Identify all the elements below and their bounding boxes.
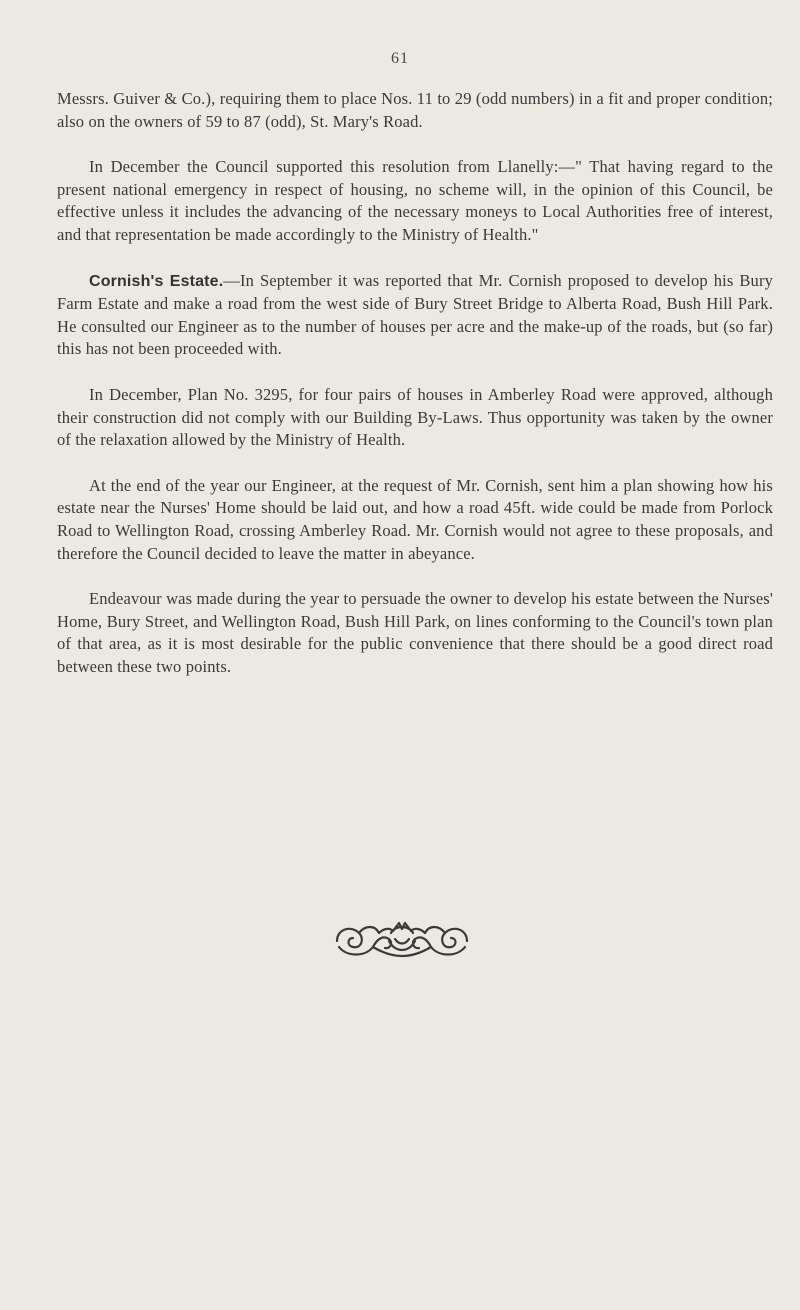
- paragraph-cornish-estate: [57, 270, 773, 361]
- scroll-ornament-icon: [333, 917, 471, 963]
- paragraph-engineer-plan: At the end of the year our Engineer, at the request of Mr. Cornish, sent him a plan showing how his estate near the Nurses' Home should be laid out, and how a road 45ft. wide could be made from Porlock Road to Wellington Road, crossing Amberley Road. Mr. Cornish would not agree to these proposals, and therefore the Council decided to leave the matter in abeyance.: [57, 475, 773, 563]
- paragraph-endeavour: Endeavour was made during the year to persuade the owner to develop his estate between the Nurses' Home, Bury Street, and Wellington Road, Bush Hill Park, on lines conforming to the Council's town plan of that area, as it is most desirable for the public convenience that there should be a good direct road between these two points.: [57, 589, 773, 676]
- paragraph-plan-3295: In December, Plan No. 3295, for four pairs of houses in Amberley Road were approved, although their construction did not comply with our Building By-Laws. Thus opportunity was taken by the owner of the relaxation allowed by the Ministry of Health.: [57, 384, 773, 450]
- page-number: 61: [391, 50, 409, 67]
- body-text: [57, 88, 773, 701]
- section-heading-cornish-estate: Cornish's Estate.: [89, 272, 224, 290]
- paragraph-llanelly-resolution: In December the Council supported this resolution from Llanelly:—" That having regard to the present national emergency in respect of housing, no scheme will, in the opinion of this Council, be effective unless it includes the advancing of the necessary moneys to Local Authorities free of interest, and that representation be made accordingly to the Ministry of Health.": [57, 157, 773, 244]
- paragraph-continuation: Messrs. Guiver & Co.), requiring them to place Nos. 11 to 29 (odd numbers) in a fit and proper condition; also on the owners of 59 to 87 (odd), St. Mary's Road.: [57, 89, 773, 131]
- paragraph-cornish-estate-text: —In September it was reported that Mr. Cornish proposed to develop his Bury Farm Estate and make a road from the west side of Bury Street Bridge to Alberta Road, Bush Hill Park. He consulted our Engineer as to the number of houses per acre and the make-up of the roads, but (so far) this has not been proceeded with.: [57, 270, 773, 359]
